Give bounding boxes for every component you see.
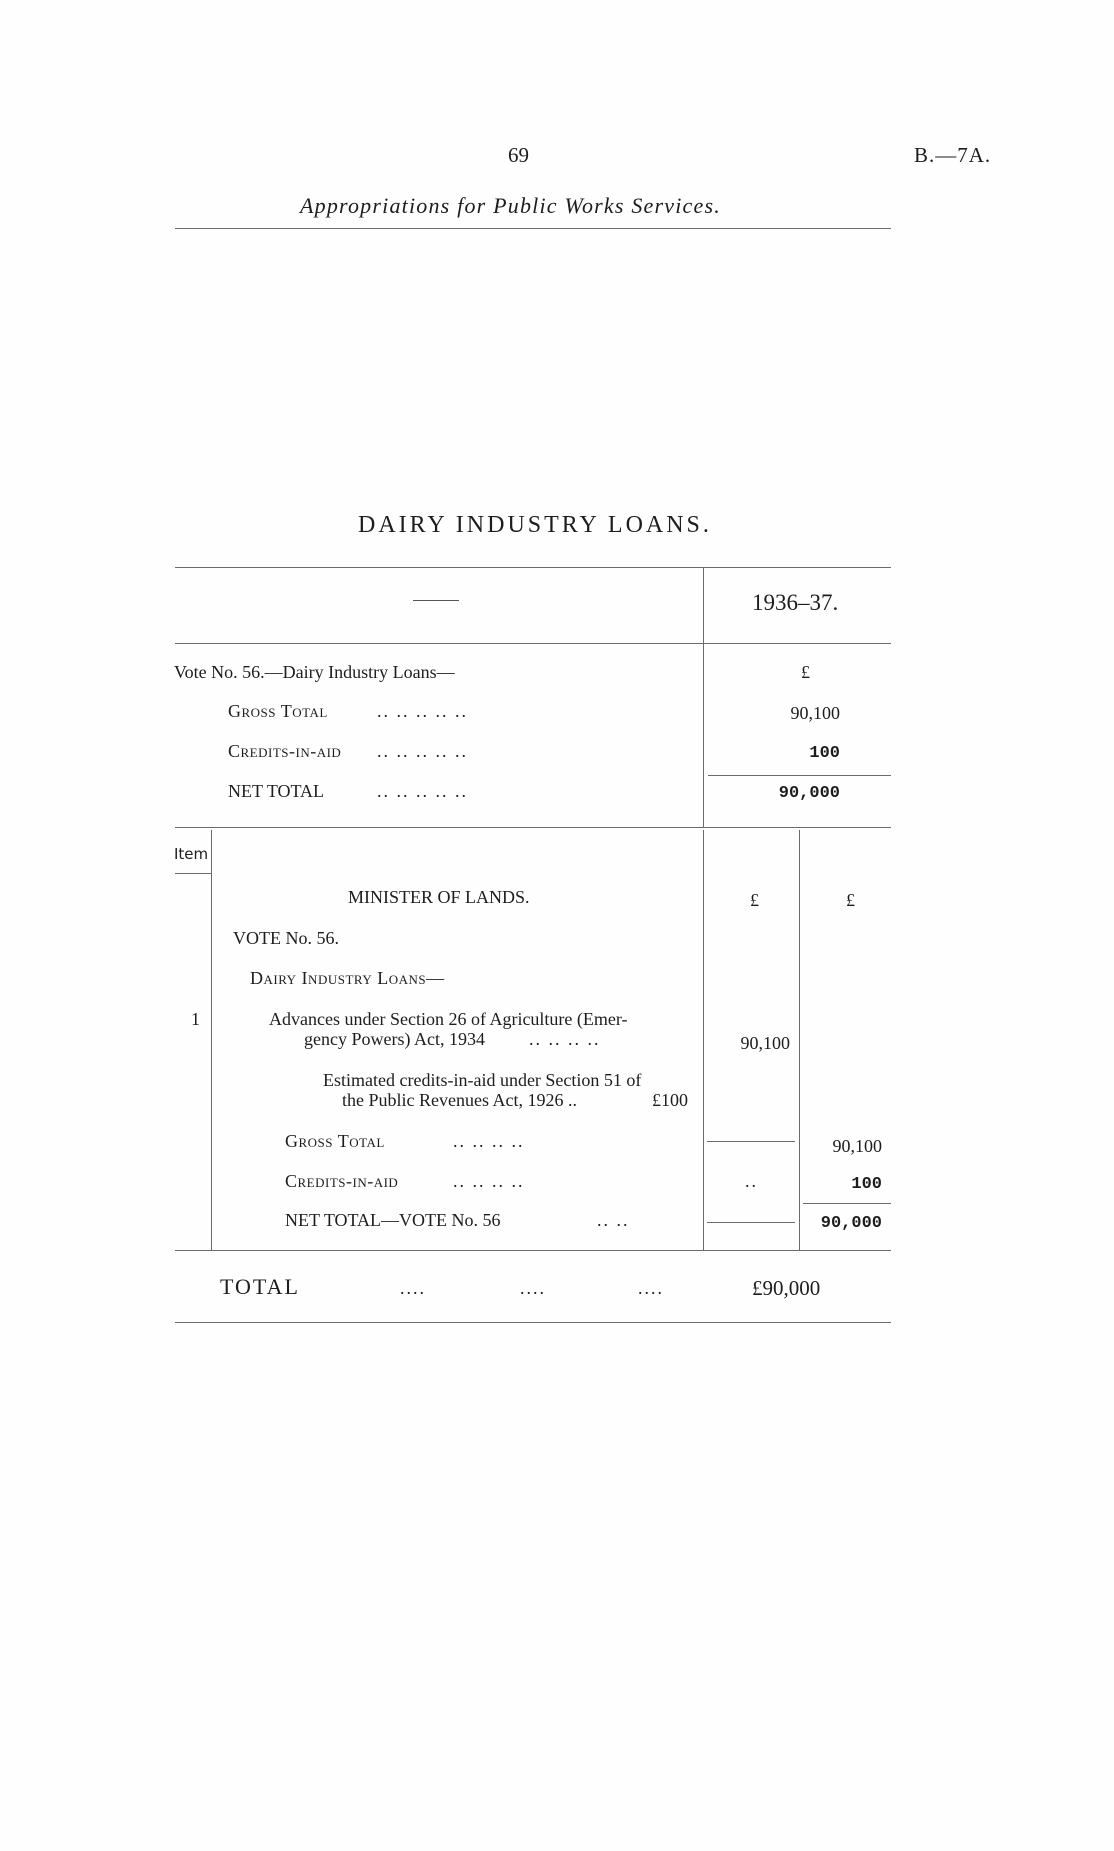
summary-gross-leader: .. .. .. .. ..	[377, 701, 468, 721]
item-column-header: Item	[174, 845, 209, 863]
detail-credits-leader: .. .. .. ..	[453, 1171, 525, 1191]
item-value: 90,100	[740, 1033, 790, 1053]
detail-gross-leader: .. .. .. ..	[453, 1131, 525, 1151]
summary-column-divider	[703, 567, 704, 827]
document-reference: B.—7A.	[914, 143, 992, 167]
minister-heading: MINISTER OF LANDS.	[348, 887, 530, 907]
item-number: 1	[191, 1009, 200, 1029]
item-leader: .. .. .. ..	[529, 1029, 601, 1049]
summary-bottom-rule	[175, 827, 891, 828]
summary-top-rule	[175, 567, 891, 568]
summary-credits-value: 100	[809, 744, 840, 763]
credits-note-line1: Estimated credits-in-aid under Section 51 of	[323, 1070, 642, 1090]
grand-total-leader-3: ....	[638, 1278, 664, 1298]
grand-total-value: £90,000	[752, 1276, 821, 1300]
detail-currency-col2: £	[846, 890, 855, 910]
section-title: DAIRY INDUSTRY LOANS.	[358, 512, 712, 538]
grand-total-leader-2: ....	[520, 1278, 546, 1298]
item-description-line1: Advances under Section 26 of Agriculture (Emer-	[269, 1009, 628, 1029]
summary-year-header: 1936–37.	[752, 590, 839, 615]
summary-currency: £	[801, 662, 810, 682]
summary-vote-label: Vote No. 56.—Dairy Industry Loans—	[174, 662, 455, 682]
summary-credits-leader: .. .. .. .. ..	[377, 741, 468, 761]
summary-header-rule	[175, 643, 891, 644]
summary-net-total-label: NET TOTAL	[228, 781, 325, 801]
item-header-rule	[175, 873, 211, 874]
summary-net-leader: .. .. .. .. ..	[377, 781, 468, 801]
page-number: 69	[508, 143, 529, 167]
detail-net-leader: .. ..	[597, 1210, 630, 1230]
detail-credits-label: Credits-in-aid	[285, 1171, 399, 1191]
item-column-divider	[211, 830, 212, 1250]
header-rule	[175, 228, 891, 229]
summary-gross-total-value: 90,100	[790, 703, 840, 723]
credits-note-line2: the Public Revenues Act, 1926 ..	[342, 1090, 577, 1110]
summary-gross-total-label: Gross Total	[228, 701, 328, 721]
detail-net-total-label: NET TOTAL—VOTE No. 56	[285, 1210, 501, 1230]
page-subtitle: Appropriations for Public Works Services.	[300, 193, 721, 218]
item-description-line2: gency Powers) Act, 1934	[304, 1029, 485, 1049]
grand-total-label: TOTAL	[220, 1274, 300, 1299]
dairy-loans-subhead: Dairy Industry Loans—	[250, 968, 445, 988]
detail-gross-total-value: 90,100	[832, 1136, 882, 1156]
grand-total-leader-1: ....	[400, 1278, 426, 1298]
detail-net-total-value: 90,000	[820, 1214, 882, 1233]
summary-blank-header-dash	[413, 600, 459, 601]
detail-gross-total-label: Gross Total	[285, 1131, 385, 1151]
summary-net-total-value: 90,000	[778, 784, 840, 803]
detail-currency-col1: £	[750, 890, 759, 910]
summary-sum-rule	[708, 775, 891, 776]
summary-credits-label: Credits-in-aid	[228, 741, 342, 761]
detail-bottom-rule	[175, 1250, 891, 1251]
vote-heading: VOTE No. 56.	[233, 928, 339, 948]
grand-total-rule	[175, 1322, 891, 1323]
credits-note-amount: £100	[652, 1090, 688, 1110]
detail-credits-value: 100	[851, 1175, 882, 1194]
detail-net-rule-col2	[803, 1203, 891, 1204]
detail-credits-col1-dots: ..	[745, 1171, 758, 1191]
